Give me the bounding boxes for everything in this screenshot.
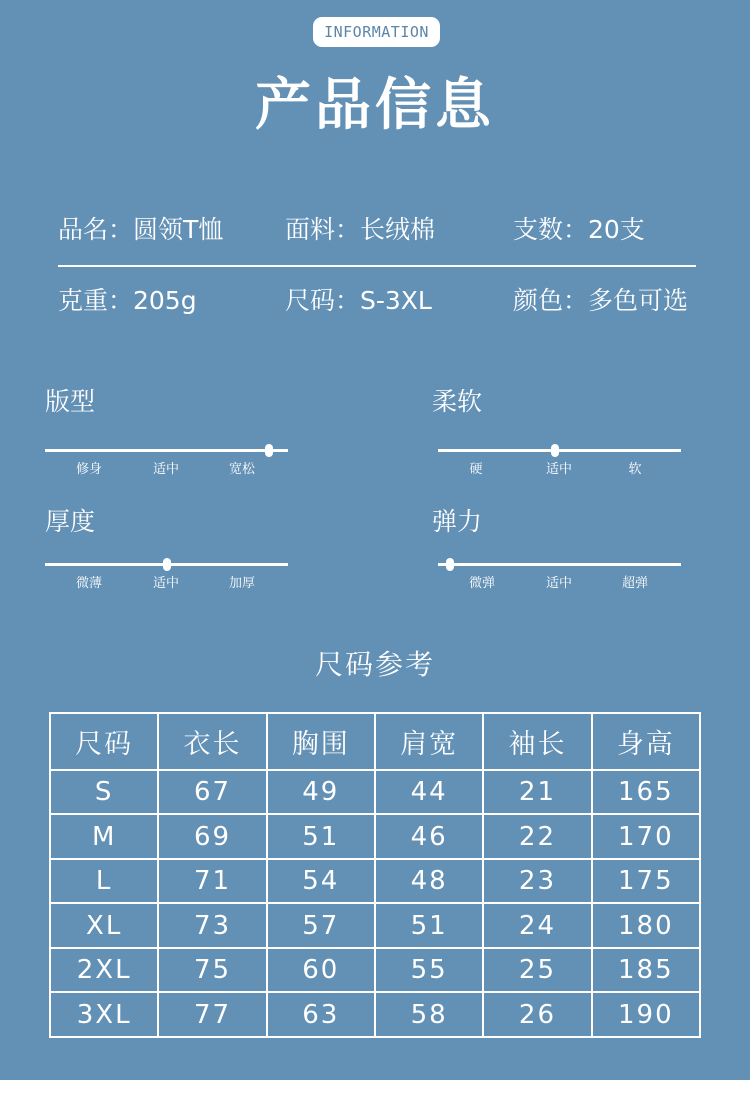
attr-softness-knob xyxy=(551,444,559,457)
table-cell: 3XL xyxy=(50,992,158,1037)
table-cell: 26 xyxy=(483,992,591,1037)
table-cell: 51 xyxy=(267,814,375,858)
attr-fit-label-mid: 适中 xyxy=(152,462,179,477)
table-row xyxy=(50,948,700,992)
table-cell: 185 xyxy=(592,948,700,992)
info-weight: 克重：205g xyxy=(58,286,197,315)
attr-softness-title: 柔软 xyxy=(432,387,483,416)
column-header: 胸围 xyxy=(267,713,375,770)
attr-thickness-label-high: 加厚 xyxy=(228,576,255,591)
attr-softness-label-low: 硬 xyxy=(469,462,483,477)
table-cell: 22 xyxy=(483,814,591,858)
table-cell: S xyxy=(50,770,158,814)
table-cell: 165 xyxy=(592,770,700,814)
table-header-row xyxy=(50,713,700,770)
table-cell: XL xyxy=(50,903,158,947)
info-fabric: 面料：长绒棉 xyxy=(285,215,436,244)
table-cell: 57 xyxy=(267,903,375,947)
attr-fit-label-low: 修身 xyxy=(75,462,102,477)
table-cell: 67 xyxy=(158,770,266,814)
bottom-strip xyxy=(0,1080,750,1096)
table-cell: 77 xyxy=(158,992,266,1037)
column-header: 尺码 xyxy=(50,713,158,770)
info-product-name: 品名：圆领T恤 xyxy=(58,215,224,244)
table-cell: 175 xyxy=(592,859,700,903)
table-row xyxy=(50,770,700,814)
table-cell: 2XL xyxy=(50,948,158,992)
info-colors: 颜色：多色可选 xyxy=(513,286,689,315)
attr-softness-label-high: 软 xyxy=(628,462,642,477)
table-cell: 190 xyxy=(592,992,700,1037)
info-sizes: 尺码：S-3XL xyxy=(285,286,432,315)
table-row xyxy=(50,992,700,1037)
size-chart-title: 尺码参考 xyxy=(314,648,435,681)
attr-fit-knob xyxy=(265,444,273,457)
attr-elasticity-knob xyxy=(446,558,454,571)
attr-elasticity-label-high: 超弹 xyxy=(621,576,648,591)
size-chart-table xyxy=(49,712,701,1038)
table-row xyxy=(50,814,700,858)
table-cell: 25 xyxy=(483,948,591,992)
table-row xyxy=(50,859,700,903)
page-title: 产品信息 xyxy=(255,73,495,138)
table-cell: 51 xyxy=(375,903,483,947)
table-cell: 44 xyxy=(375,770,483,814)
table-cell: 180 xyxy=(592,903,700,947)
info-row-1 xyxy=(58,210,718,250)
table-cell: 75 xyxy=(158,948,266,992)
table-cell: 48 xyxy=(375,859,483,903)
info-divider xyxy=(58,265,696,267)
table-cell: 63 xyxy=(267,992,375,1037)
attr-thickness-scale xyxy=(45,563,288,591)
column-header: 袖长 xyxy=(483,713,591,770)
attr-softness-label-mid: 适中 xyxy=(545,462,572,477)
table-cell: 21 xyxy=(483,770,591,814)
attr-softness-scale xyxy=(438,449,681,477)
table-cell: 54 xyxy=(267,859,375,903)
table-cell: L xyxy=(50,859,158,903)
attr-elasticity-title: 弹力 xyxy=(432,507,483,536)
table-cell: 60 xyxy=(267,948,375,992)
table-cell: 23 xyxy=(483,859,591,903)
column-header: 身高 xyxy=(592,713,700,770)
table-row xyxy=(50,903,700,947)
info-row-2 xyxy=(58,281,718,321)
table-cell: 58 xyxy=(375,992,483,1037)
attr-thickness-label-mid: 适中 xyxy=(152,576,179,591)
table-cell: M xyxy=(50,814,158,858)
column-header: 肩宽 xyxy=(375,713,483,770)
table-cell: 73 xyxy=(158,903,266,947)
information-badge: INFORMATION xyxy=(313,17,440,47)
attr-elasticity-scale xyxy=(438,563,681,591)
table-cell: 24 xyxy=(483,903,591,947)
info-yarn-count: 支数：20支 xyxy=(513,215,645,244)
attr-elasticity-label-mid: 适中 xyxy=(545,576,572,591)
column-header: 衣长 xyxy=(158,713,266,770)
attr-fit-scale xyxy=(45,449,288,477)
table-cell: 46 xyxy=(375,814,483,858)
table-cell: 49 xyxy=(267,770,375,814)
table-cell: 69 xyxy=(158,814,266,858)
attr-fit-title: 版型 xyxy=(45,387,96,416)
table-cell: 55 xyxy=(375,948,483,992)
attr-elasticity-label-low: 微弹 xyxy=(468,576,495,591)
attr-thickness-knob xyxy=(163,558,171,571)
attr-fit-label-high: 宽松 xyxy=(228,462,255,477)
attr-thickness-title: 厚度 xyxy=(45,507,96,536)
attr-thickness-label-low: 微薄 xyxy=(75,576,102,591)
table-cell: 170 xyxy=(592,814,700,858)
table-cell: 71 xyxy=(158,859,266,903)
